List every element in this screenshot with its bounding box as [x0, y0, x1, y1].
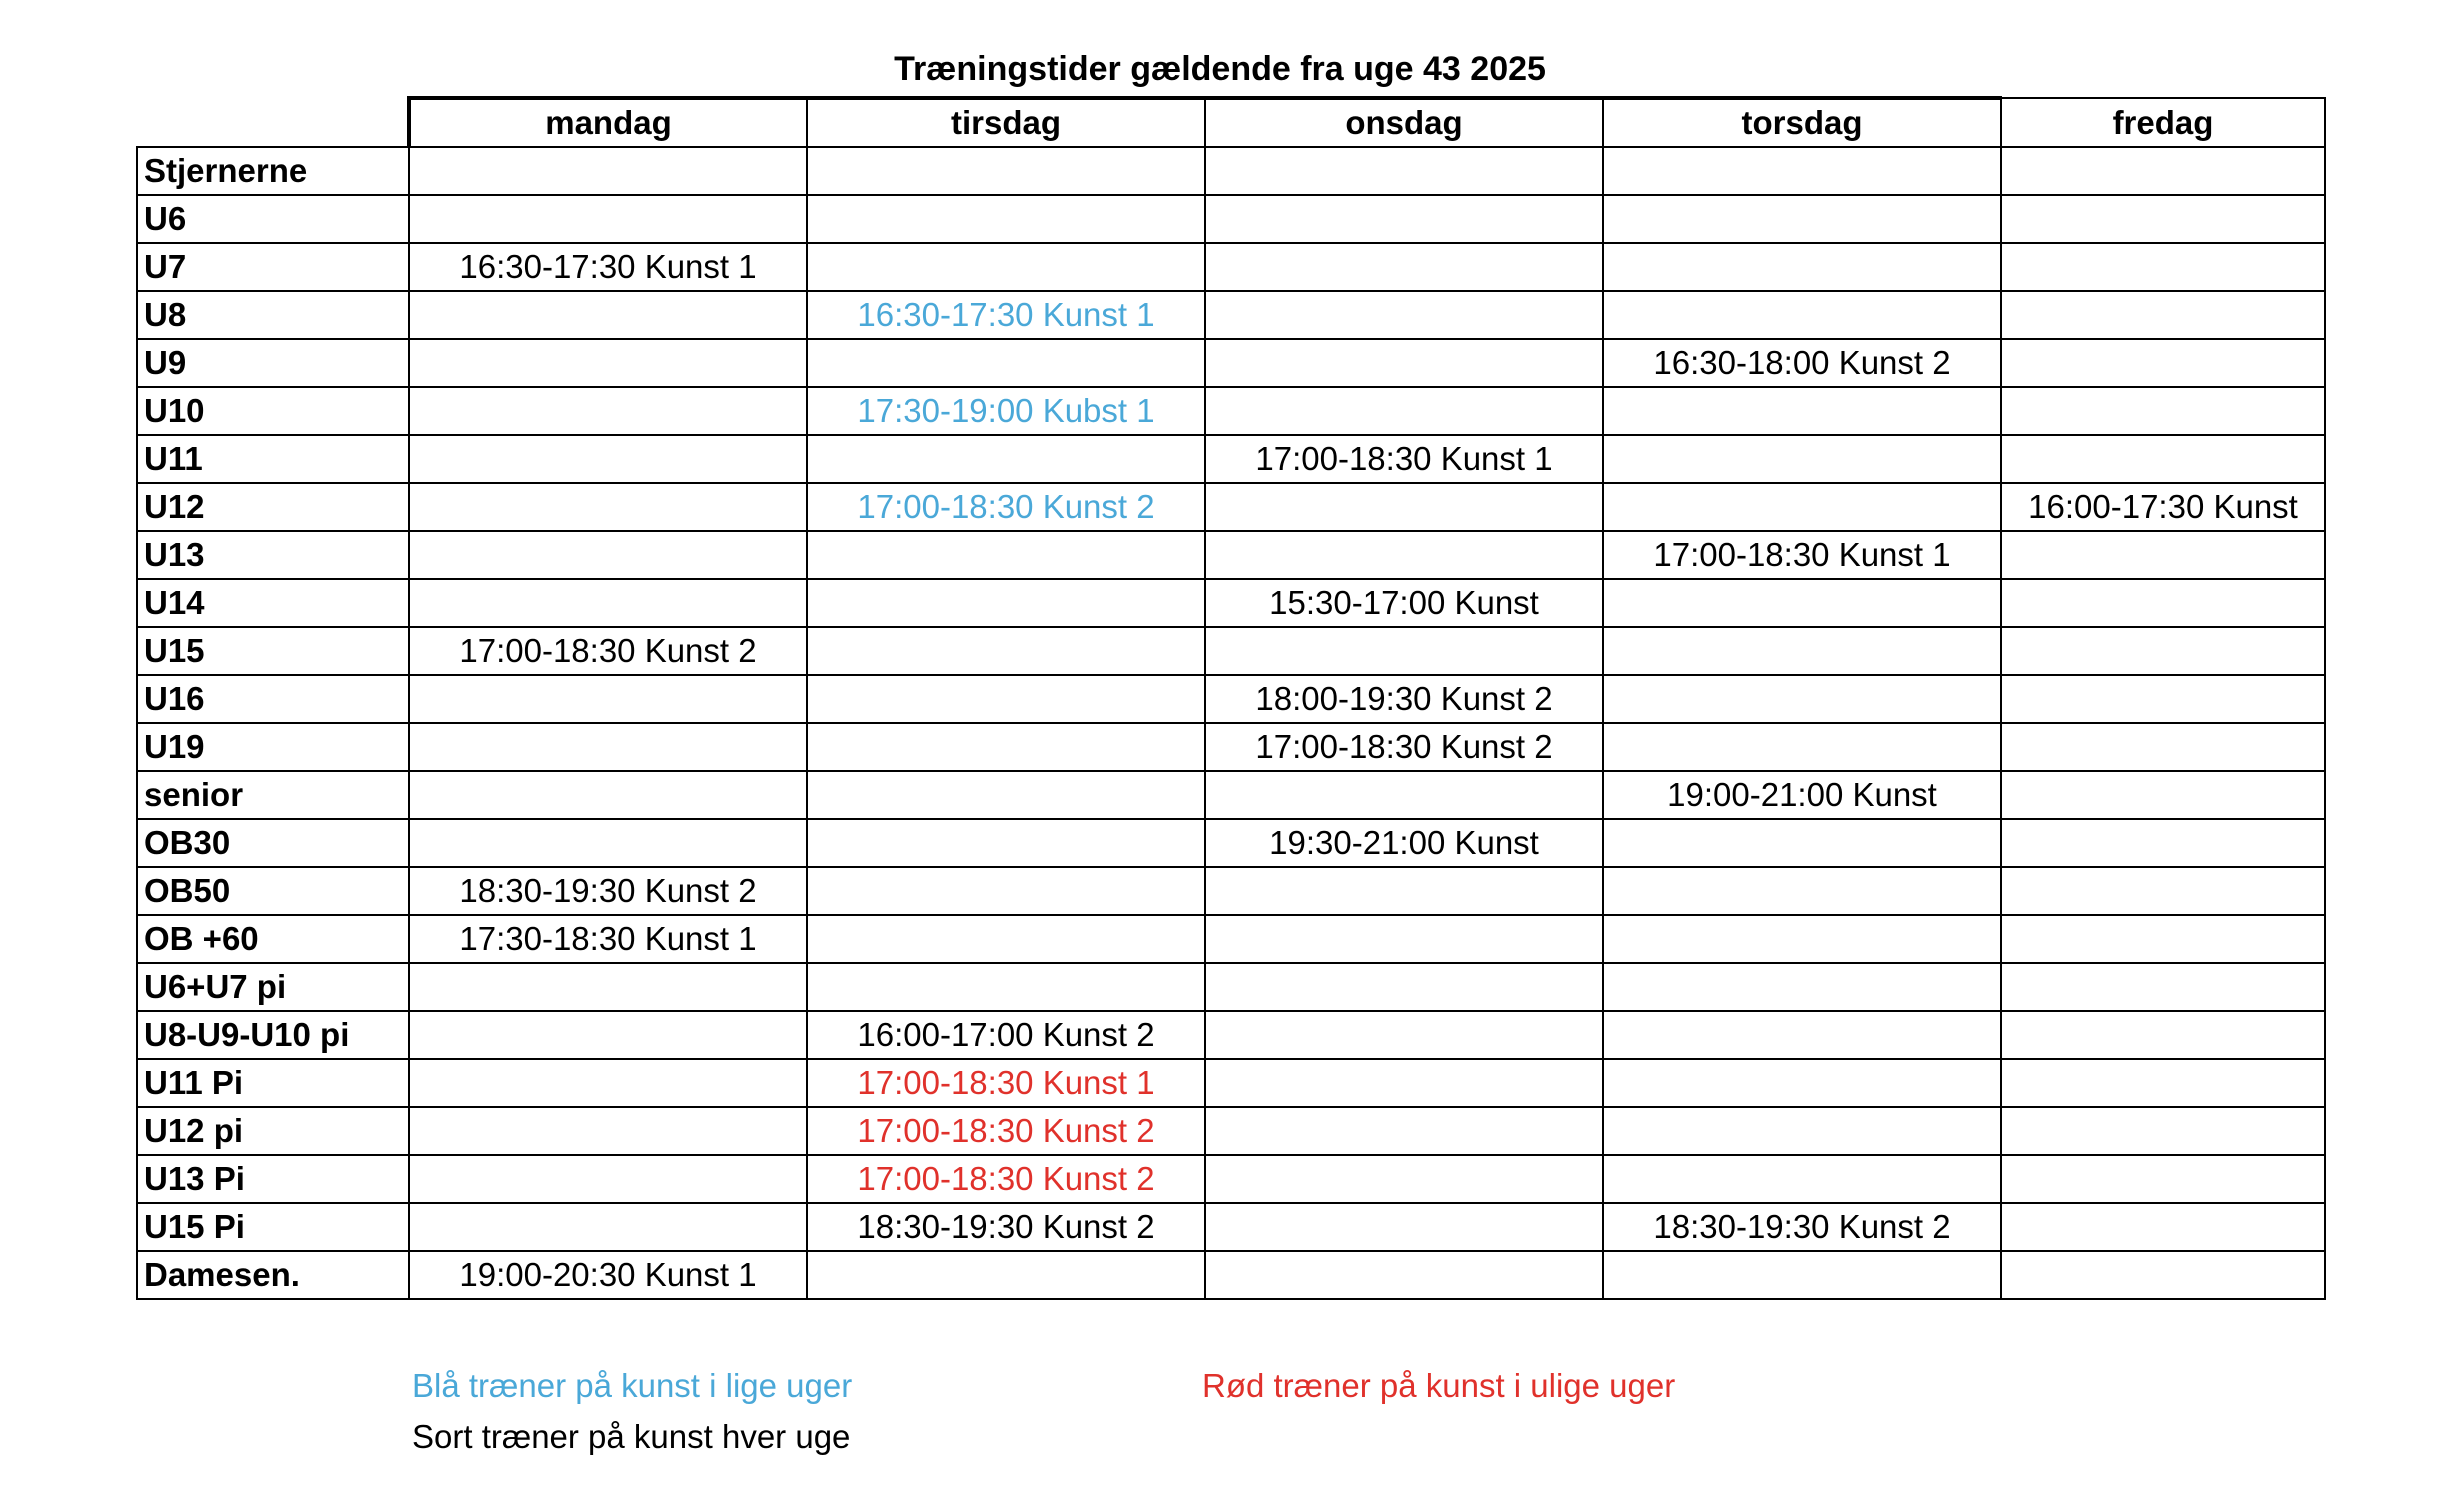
table-row [137, 1011, 2325, 1059]
table-header-row [137, 98, 2325, 147]
table-row [137, 627, 2325, 675]
slot-cell-mandag: 16:30-17:30 Kunst 1 [409, 243, 807, 291]
table-row [137, 963, 2325, 1011]
slot-cell-onsdag [1205, 963, 1603, 1011]
slot-cell-tirsdag [807, 531, 1205, 579]
table-row [137, 435, 2325, 483]
slot-cell-mandag [409, 1107, 807, 1155]
team-name-cell: U12 pi [137, 1107, 409, 1155]
slot-cell-fredag [2001, 147, 2325, 195]
slot-cell-onsdag: 15:30-17:00 Kunst [1205, 579, 1603, 627]
slot-cell-onsdag [1205, 1203, 1603, 1251]
team-name-cell: U12 [137, 483, 409, 531]
team-name-cell: U14 [137, 579, 409, 627]
table-row [137, 771, 2325, 819]
table-row [137, 195, 2325, 243]
slot-cell-tirsdag: 17:30-19:00 Kubst 1 [807, 387, 1205, 435]
slot-cell-torsdag [1603, 387, 2001, 435]
slot-cell-tirsdag [807, 675, 1205, 723]
team-name-cell: U6+U7 pi [137, 963, 409, 1011]
slot-cell-tirsdag: 17:00-18:30 Kunst 1 [807, 1059, 1205, 1107]
team-name-cell: U8 [137, 291, 409, 339]
slot-cell-tirsdag [807, 147, 1205, 195]
slot-cell-torsdag [1603, 1251, 2001, 1299]
slot-cell-fredag [2001, 339, 2325, 387]
team-name-cell: senior [137, 771, 409, 819]
slot-cell-tirsdag: 17:00-18:30 Kunst 2 [807, 1155, 1205, 1203]
slot-cell-torsdag: 16:30-18:00 Kunst 2 [1603, 339, 2001, 387]
slot-cell-onsdag [1205, 339, 1603, 387]
slot-cell-fredag [2001, 819, 2325, 867]
slot-cell-mandag [409, 1011, 807, 1059]
slot-cell-tirsdag [807, 771, 1205, 819]
slot-cell-onsdag [1205, 1059, 1603, 1107]
slot-cell-torsdag [1603, 1059, 2001, 1107]
slot-cell-fredag [2001, 675, 2325, 723]
slot-cell-fredag [2001, 1203, 2325, 1251]
slot-cell-fredag: 16:00-17:30 Kunst [2001, 483, 2325, 531]
slot-cell-mandag [409, 531, 807, 579]
slot-cell-onsdag [1205, 147, 1603, 195]
table-row [137, 531, 2325, 579]
slot-cell-torsdag [1603, 627, 2001, 675]
table-row [137, 819, 2325, 867]
slot-cell-torsdag [1603, 867, 2001, 915]
slot-cell-mandag [409, 291, 807, 339]
slot-cell-tirsdag [807, 339, 1205, 387]
slot-cell-fredag [2001, 291, 2325, 339]
slot-cell-mandag [409, 579, 807, 627]
legend-red-note: Rød træner på kunst i ulige uger [1202, 1367, 1676, 1404]
slot-cell-mandag [409, 1203, 807, 1251]
slot-cell-tirsdag [807, 819, 1205, 867]
slot-cell-mandag [409, 723, 807, 771]
slot-cell-onsdag [1205, 243, 1603, 291]
slot-cell-tirsdag [807, 963, 1205, 1011]
slot-cell-onsdag [1205, 291, 1603, 339]
slot-cell-tirsdag [807, 435, 1205, 483]
table-row [137, 1059, 2325, 1107]
table-row [137, 483, 2325, 531]
slot-cell-fredag [2001, 195, 2325, 243]
team-name-cell: U10 [137, 387, 409, 435]
slot-cell-mandag [409, 387, 807, 435]
team-name-cell: Damesen. [137, 1251, 409, 1299]
team-name-cell: U15 [137, 627, 409, 675]
slot-cell-fredag [2001, 1011, 2325, 1059]
slot-cell-mandag [409, 147, 807, 195]
slot-cell-mandag: 17:00-18:30 Kunst 2 [409, 627, 807, 675]
slot-cell-mandag: 17:30-18:30 Kunst 1 [409, 915, 807, 963]
slot-cell-fredag [2001, 1059, 2325, 1107]
slot-cell-torsdag [1603, 435, 2001, 483]
slot-cell-torsdag [1603, 675, 2001, 723]
table-row [137, 1251, 2325, 1299]
slot-cell-tirsdag [807, 915, 1205, 963]
slot-cell-onsdag [1205, 1011, 1603, 1059]
slot-cell-fredag [2001, 387, 2325, 435]
table-row [137, 1107, 2325, 1155]
slot-cell-onsdag [1205, 1251, 1603, 1299]
team-name-cell: U8-U9-U10 pi [137, 1011, 409, 1059]
slot-cell-onsdag [1205, 1107, 1603, 1155]
slot-cell-torsdag [1603, 243, 2001, 291]
slot-cell-onsdag [1205, 771, 1603, 819]
slot-cell-fredag [2001, 579, 2325, 627]
slot-cell-mandag [409, 339, 807, 387]
slot-cell-torsdag [1603, 147, 2001, 195]
table-row [137, 675, 2325, 723]
slot-cell-tirsdag: 17:00-18:30 Kunst 2 [807, 483, 1205, 531]
table-row [137, 291, 2325, 339]
legend-black-note: Sort træner på kunst hver uge [412, 1418, 851, 1455]
team-name-cell: OB50 [137, 867, 409, 915]
slot-cell-fredag [2001, 1155, 2325, 1203]
team-name-cell: U11 Pi [137, 1059, 409, 1107]
slot-cell-tirsdag [807, 195, 1205, 243]
table-row [137, 579, 2325, 627]
slot-cell-fredag [2001, 1251, 2325, 1299]
slot-cell-mandag [409, 483, 807, 531]
slot-cell-torsdag [1603, 1155, 2001, 1203]
slot-cell-mandag [409, 675, 807, 723]
slot-cell-torsdag [1603, 579, 2001, 627]
slot-cell-tirsdag: 17:00-18:30 Kunst 2 [807, 1107, 1205, 1155]
slot-cell-fredag [2001, 531, 2325, 579]
team-name-cell: U13 [137, 531, 409, 579]
slot-cell-tirsdag: 16:30-17:30 Kunst 1 [807, 291, 1205, 339]
slot-cell-fredag [2001, 243, 2325, 291]
slot-cell-torsdag [1603, 291, 2001, 339]
slot-cell-onsdag [1205, 915, 1603, 963]
schedule-title: Træningstider gældende fra uge 43 2025 [894, 50, 1546, 88]
team-name-cell: U15 Pi [137, 1203, 409, 1251]
slot-cell-mandag: 19:00-20:30 Kunst 1 [409, 1251, 807, 1299]
team-name-cell: U11 [137, 435, 409, 483]
team-name-cell: OB30 [137, 819, 409, 867]
slot-cell-tirsdag: 18:30-19:30 Kunst 2 [807, 1203, 1205, 1251]
slot-cell-torsdag [1603, 195, 2001, 243]
team-name-cell: U19 [137, 723, 409, 771]
legend-blue-note: Blå træner på kunst i lige uger [412, 1367, 853, 1404]
slot-cell-fredag [2001, 963, 2325, 1011]
team-name-cell: U9 [137, 339, 409, 387]
slot-cell-torsdag [1603, 963, 2001, 1011]
slot-cell-tirsdag [807, 723, 1205, 771]
slot-cell-onsdag [1205, 483, 1603, 531]
slot-cell-fredag [2001, 867, 2325, 915]
team-name-cell: U13 Pi [137, 1155, 409, 1203]
slot-cell-mandag [409, 771, 807, 819]
slot-cell-onsdag [1205, 867, 1603, 915]
slot-cell-onsdag: 17:00-18:30 Kunst 1 [1205, 435, 1603, 483]
slot-cell-torsdag [1603, 723, 2001, 771]
slot-cell-torsdag [1603, 1011, 2001, 1059]
slot-cell-torsdag [1603, 1107, 2001, 1155]
slot-cell-mandag [409, 963, 807, 1011]
slot-cell-onsdag [1205, 627, 1603, 675]
slot-cell-mandag [409, 195, 807, 243]
table-row [137, 1203, 2325, 1251]
slot-cell-onsdag [1205, 387, 1603, 435]
table-row [137, 387, 2325, 435]
slot-cell-torsdag [1603, 483, 2001, 531]
header-corner-cell [137, 98, 409, 147]
team-name-cell: OB +60 [137, 915, 409, 963]
slot-cell-fredag [2001, 1107, 2325, 1155]
table-row [137, 867, 2325, 915]
slot-cell-torsdag [1603, 819, 2001, 867]
team-name-cell: Stjernerne [137, 147, 409, 195]
table-row [137, 915, 2325, 963]
slot-cell-mandag [409, 1059, 807, 1107]
slot-cell-tirsdag [807, 579, 1205, 627]
slot-cell-fredag [2001, 627, 2325, 675]
schedule-body [137, 147, 2325, 1299]
table-row [137, 723, 2325, 771]
table-row [137, 1155, 2325, 1203]
slot-cell-tirsdag [807, 1251, 1205, 1299]
day-header-mandag: mandag [409, 98, 807, 147]
slot-cell-onsdag [1205, 1155, 1603, 1203]
slot-cell-onsdag: 17:00-18:30 Kunst 2 [1205, 723, 1603, 771]
slot-cell-tirsdag [807, 243, 1205, 291]
day-header-torsdag: torsdag [1603, 98, 2001, 147]
day-header-tirsdag: tirsdag [807, 98, 1205, 147]
slot-cell-mandag [409, 435, 807, 483]
team-name-cell: U7 [137, 243, 409, 291]
slot-cell-tirsdag: 16:00-17:00 Kunst 2 [807, 1011, 1205, 1059]
slot-cell-tirsdag [807, 867, 1205, 915]
day-header-fredag: fredag [2001, 98, 2325, 147]
slot-cell-fredag [2001, 723, 2325, 771]
slot-cell-torsdag [1603, 915, 2001, 963]
slot-cell-onsdag: 18:00-19:30 Kunst 2 [1205, 675, 1603, 723]
table-row [137, 243, 2325, 291]
slot-cell-onsdag [1205, 531, 1603, 579]
slot-cell-fredag [2001, 771, 2325, 819]
table-row [137, 147, 2325, 195]
slot-cell-onsdag: 19:30-21:00 Kunst [1205, 819, 1603, 867]
slot-cell-fredag [2001, 915, 2325, 963]
slot-cell-torsdag: 19:00-21:00 Kunst [1603, 771, 2001, 819]
slot-cell-fredag [2001, 435, 2325, 483]
slot-cell-torsdag: 17:00-18:30 Kunst 1 [1603, 531, 2001, 579]
slot-cell-torsdag: 18:30-19:30 Kunst 2 [1603, 1203, 2001, 1251]
training-schedule-table [136, 96, 2326, 1300]
slot-cell-mandag [409, 1155, 807, 1203]
day-header-onsdag: onsdag [1205, 98, 1603, 147]
table-row [137, 339, 2325, 387]
slot-cell-onsdag [1205, 195, 1603, 243]
team-name-cell: U16 [137, 675, 409, 723]
slot-cell-tirsdag [807, 627, 1205, 675]
slot-cell-mandag [409, 819, 807, 867]
team-name-cell: U6 [137, 195, 409, 243]
slot-cell-mandag: 18:30-19:30 Kunst 2 [409, 867, 807, 915]
